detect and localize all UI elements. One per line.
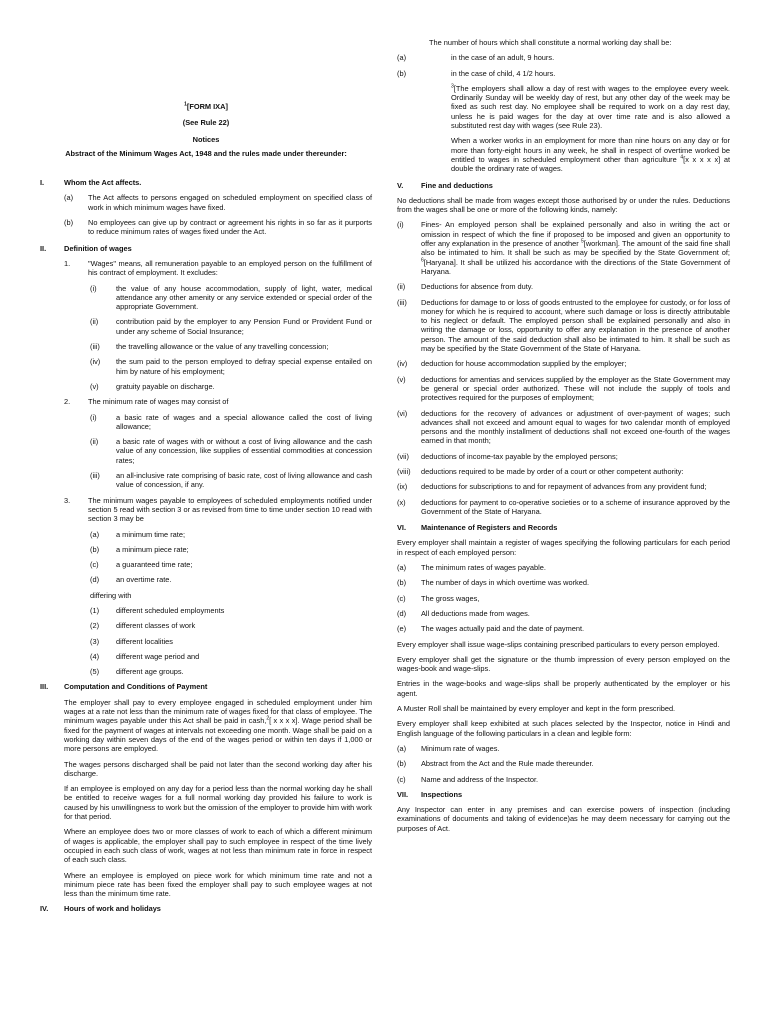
list-item: (a) in the case of an adult, 9 hours.	[397, 53, 555, 63]
list-item: (5) different age groups.	[90, 667, 184, 677]
paragraph: Entries in the wage-books and wage-slips shall be properly authenticated by the employer or his agent.	[397, 679, 730, 698]
section-vi-heading: VI. Maintenance of Registers and Records	[397, 523, 558, 533]
list-item: (x) deductions for payment to co-operative societies or to a scheme of insurance approved by the Government of the State of Haryana.	[397, 497, 730, 516]
list-item: (i) a basic rate of wages and a special allowance called the cost of living allowance;	[90, 412, 372, 431]
list-item: 1. "Wages" means, all remuneration payable to an employed person on the fulfillment of his contract of employment. It excludes:	[64, 258, 372, 278]
paragraph: If an employee is employed on any day for a period less than the normal working day he shall be entitled to receive wages for a full normal working day provided his failure to work is caused by his unwillingness to work but the omission of the employer to provide him with work for that period.	[64, 784, 372, 822]
list-item: (i) the value of any house accommodation, supply of light, water, medical attendance any other amenity or any service extended or special order of the appropriate Government.	[90, 283, 372, 312]
list-item: (d) an overtime rate.	[90, 575, 172, 585]
list-item: (e) The wages actually paid and the date of payment.	[397, 624, 585, 634]
list-item: (1) different scheduled employments	[90, 605, 225, 615]
paragraph: A Muster Roll shall be maintained by every employer and kept in the form prescribed.	[397, 704, 676, 714]
list-item: (ii) Deductions for absence from duty.	[397, 282, 534, 292]
differing-label: differing with	[90, 590, 132, 600]
list-item: (b) The number of days in which overtime was worked.	[397, 578, 590, 588]
list-item: (ii) a basic rate of wages with or without a cost of living allowance and the cash value of any concession, like supplies of essential commodities at concession rates;	[90, 437, 372, 465]
left-column	[40, 0, 372, 914]
list-item: (a) The Act affects to persons engaged on scheduled employment on specified class of work in which minimum wages have fixed.	[64, 193, 372, 212]
list-item: (i) Fines- An employed person shall be explained personally and also in writing the act or omission in respect of which the fine if proposed to be imposed and given an opportunity to offer any explanation in the presence of another $^5$[workman]. The amount of the said fine shall also be intimated to him. It shall be such as may be specified by the State Government of; $^6$[Haryana]. It shall be utilized his accordance with the directions of the State Government of Haryana.	[397, 220, 730, 276]
notices-heading: Notices	[192, 134, 220, 144]
list-item: (ix) deductions for subscriptions to and for repayment of advances from any provident fund;	[397, 482, 707, 492]
section-ii-heading: II. Definition of wages	[40, 243, 132, 253]
section-iii-heading: III. Computation and Conditions of Payment	[40, 682, 208, 692]
paragraph: Every employer shall keep exhibited at such places selected by the Inspector, notice in Hindi and English language of the following particulars in a clean and legible form:	[397, 719, 730, 738]
paragraph: Where an employee is employed on piece work for which minimum time rate and not a minimum piece rate has been fixed the employer shall pay to such employee wages at not less than the minimum time rate.	[64, 870, 372, 899]
section-vii-heading: VII. Inspections	[397, 789, 463, 799]
paragraph: When a worker works in an employment for more than nine hours on any day or for more than forty-eight hours in any week, he shall in respect of overtime worked be entitled to wages in scheduled employment other than agriculture $^4$[x x x x x] at double the ordinary rate of wages.	[451, 136, 730, 174]
list-item: (b) Abstract from the Act and the Rule made thereunder.	[397, 759, 594, 769]
form-title: $^1$[FORM IXA]	[184, 101, 228, 111]
list-item: (vi) deductions for the recovery of advances or adjustment of over-payment of wages; such advances shall not exceed and amount equal to wages for two calendar month of employed persons and the monthly installment of deductions shall not exceed one-fourth of the wages earned in that month;	[397, 408, 730, 446]
list-item: (iv) the sum paid to the person employed to defray special expense entailed on him by nature of his employment;	[90, 357, 372, 376]
list-item: 2. The minimum rate of wages may consist of	[64, 397, 229, 407]
right-column	[397, 0, 730, 833]
list-item: (iii) an all-inclusive rate comprising of basic rate, cost of living allowance and cash value of concession, if any.	[90, 471, 372, 490]
section-v-heading: V. Fine and deductions	[397, 180, 493, 190]
list-item: (4) different wage period and	[90, 651, 200, 661]
paragraph: The number of hours which shall constitute a normal working day shall be:	[429, 38, 672, 47]
list-item: 3. The minimum wages payable to employees of scheduled employments notified under section 5 read with section 3 or as revised from time to time under section 10 read with section 3 may be	[64, 495, 372, 524]
paragraph: The wages persons discharged shall be paid not later than the second working day after his discharge.	[64, 759, 372, 778]
list-item: (3) different localities	[90, 636, 173, 646]
list-item: (a) Minimum rate of wages.	[397, 743, 500, 753]
list-item: (2) different classes of work	[90, 621, 196, 631]
list-item: (vii) deductions of income-tax payable by the employed persons;	[397, 451, 618, 461]
paragraph: Every employer shall issue wage-slips containing prescribed particulars to every person employed.	[397, 639, 720, 649]
list-item: (a) a minimum time rate;	[90, 529, 185, 539]
list-item: (b) No employees can give up by contract or agreement his rights in so far as it purports to reduce minimum rates of wages fixed under the Act.	[64, 218, 372, 237]
paragraph: No deductions shall be made from wages except those authorised by or under the rules. Deductions from the wages shall be one or more of the following kinds, namely:	[397, 195, 730, 215]
paragraph: Every employer shall get the signature or the thumb impression of every person employed on the wages-book and wage-slips.	[397, 654, 730, 674]
list-item: (c) Name and address of the Inspector.	[397, 774, 539, 784]
list-item: (ii) contribution paid by the employer to any Pension Fund or Provident Fund or under any scheme of Social Insurance;	[90, 317, 372, 336]
list-item: (v) gratuity payable on discharge.	[90, 381, 215, 391]
list-item: (iii) Deductions for damage to or loss of goods entrusted to the employee for custody, or for loss of money for which he is required to account, where such damage or loss is directly attributable to his neglect or default. The employed person shall be explained personally and also in writing the damage or loss, opportunity to offer any explanation in the presence of another person. The amount of the said deduction shall also be intimated to him. It shall be such as may be specified by the State Government of the State of Haryana.	[397, 297, 730, 354]
abstract-heading: Abstract of the Minimum Wages Act, 1948 and the rules made under thereunder:	[65, 148, 347, 158]
list-item: (v) deductions for amentias and services supplied by the employer as the State Government may be general or special order authorized. These will not include the supply of tools and protectives required for the purposes of employment;	[397, 374, 730, 403]
list-item: (d) All deductions made from wages.	[397, 608, 530, 618]
list-item: (b) a minimum piece rate;	[90, 544, 189, 554]
paragraph: Every employer shall maintain a register of wages specifying the following particulars for each period in respect of each employed person:	[397, 538, 730, 557]
section-iv-heading: IV. Hours of work and holidays	[40, 904, 161, 914]
list-item: (a) The minimum rates of wages payable.	[397, 563, 546, 573]
list-item: (iv) deduction for house accommodation supplied by the employer;	[397, 359, 627, 369]
list-item: (c) The gross wages,	[397, 593, 480, 603]
list-item: (c) a guaranteed time rate;	[90, 560, 193, 570]
see-rule: (See Rule 22)	[182, 118, 230, 128]
list-item: (iii) the travelling allowance or the value of any travelling concession;	[90, 342, 329, 352]
paragraph: $^3$[The employers shall allow a day of rest with wages to the employee every week. Ordinarily Sunday will be weekly day of rest, but any other day of the week may be fixed as such rest day. No employee shall be required to work on a day rest day, unless he is paid wages for the day at over time rate and is also allowed a substituted rest day with wages (see Rule 23).	[451, 83, 730, 131]
section-i-heading: I. Whom the Act affects.	[40, 178, 142, 188]
list-item: (b) in the case of child, 4 1/2 hours.	[397, 68, 556, 78]
paragraph: The employer shall pay to every employee engaged in scheduled employment under him wages at a rate not less than the minimum rate of wages fixed for that class of employee. The minimum wages payable under this Act shall be paid in cash,$^2$[ x x x x]. Wage period shall be fixed for the payment of wages at intervals not exceeding one month. Wage shall be paid on a working day within seven days of the end of the wages period or within ten days if 1,000 or more persons are employed.	[64, 697, 372, 754]
paragraph: Where an employee does two or more classes of work to each of which a different minimum of wages is applicable, the employer shall pay to such employee in respect of the time lively occupied in each such class of work, wages at not less than minimum rate in force in respect of each such class.	[64, 827, 372, 865]
list-item: (viii) deductions required to be made by order of a court or other competent authority:	[397, 466, 684, 476]
paragraph: Any Inspector can enter in any premises and can exercise powers of inspection (including examinations of documents and taking of evidence)as he may deem necessary for carrying out the purposes of Act.	[397, 805, 730, 833]
